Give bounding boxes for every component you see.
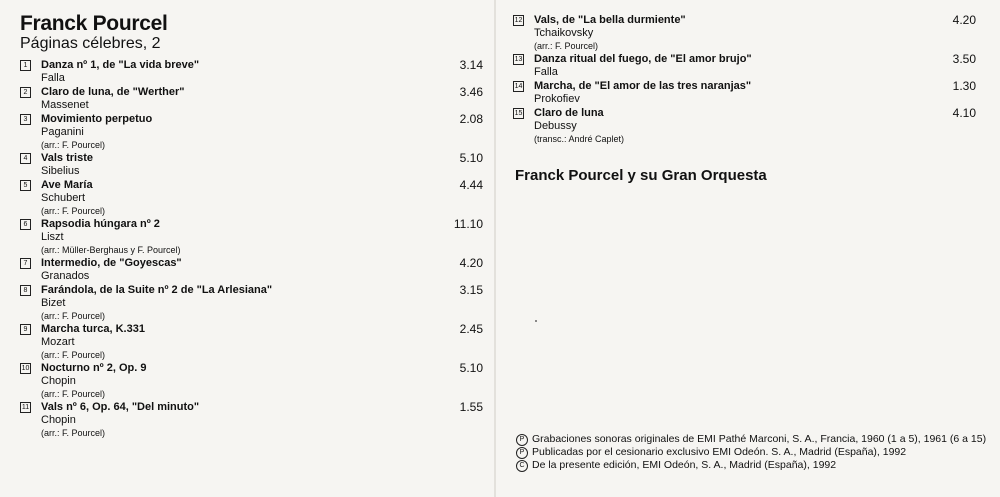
track-item [20,151,485,178]
track-duration: 2.45 [459,322,483,336]
track-number-box: 6 [20,219,31,230]
track-list-right [513,13,978,145]
track-title: Vals triste [41,152,93,164]
right-panel [500,0,1000,497]
track-composer: Prokofiev [534,93,580,105]
track-composer: Schubert [41,192,86,204]
speck [535,320,537,322]
track-title: Rapsodia húngara nº 2 [41,218,160,230]
album-artist-title: Franck Pourcel [20,12,168,35]
track-duration: 1.30 [952,79,976,93]
track-title: Vals, de "La bella durmiente" [534,14,686,26]
track-number-box: 1 [20,60,31,71]
track-title: Farándola, de la Suite nº 2 de "La Arlesiana" [41,284,273,296]
credit-line [516,459,986,472]
track-title: Movimiento perpetuo [41,113,153,125]
track-item [20,58,485,85]
track-composer: Falla [534,66,558,78]
track-composer: Falla [41,72,65,84]
album-subtitle: Páginas célebres, 2 [20,35,161,52]
track-composer: Chopin [41,375,76,387]
track-number-box: 3 [20,114,31,125]
track-title: Claro de luna, de "Werther" [41,86,185,98]
track-arranger: (arr.: F. Pourcel) [41,206,106,216]
track-item [513,13,978,52]
track-title: Intermedio, de "Goyescas" [41,257,182,269]
track-title: Marcha, de "El amor de las tres naranjas" [534,80,752,92]
track-composer: Sibelius [41,165,80,177]
track-composer: Massenet [41,99,89,111]
track-arranger: (arr.: Müller-Berghaus y F. Pourcel) [41,245,181,255]
track-duration: 4.44 [459,178,483,192]
track-title: Claro de luna [534,107,604,119]
track-title: Vals nº 6, Op. 64, "Del minuto" [41,401,200,413]
track-title: Marcha turca, K.331 [41,323,145,335]
track-number-box: 4 [20,153,31,164]
credit-line [516,446,986,459]
track-duration: 3.46 [459,85,483,99]
track-arranger: (arr.: F. Pourcel) [41,311,106,321]
track-duration: 4.10 [952,106,976,120]
track-duration: 3.50 [952,52,976,66]
track-item [20,322,485,361]
track-composer: Liszt [41,231,64,243]
track-number-box: 12 [514,16,523,24]
track-number-box: 10 [21,364,30,372]
track-number-box: 13 [514,55,523,63]
credits-block [516,433,986,472]
track-number-box: 9 [20,324,31,335]
track-item [20,361,485,400]
track-arranger: (transc.: André Caplet) [534,134,625,144]
track-item [20,217,485,256]
track-arranger: (arr.: F. Pourcel) [41,140,106,150]
track-composer: Tchaikovsky [534,27,594,39]
track-item [20,256,485,283]
track-number-box: 8 [20,285,31,296]
track-duration: 4.20 [952,13,976,27]
performer-name: Franck Pourcel y su Gran Orquesta [515,167,767,184]
track-duration: 1.55 [459,400,483,414]
track-number-box: 7 [20,258,31,269]
track-duration: 5.10 [459,151,483,165]
track-duration: 3.15 [459,283,483,297]
track-list-left [20,58,485,439]
track-composer: Paganini [41,126,84,138]
track-duration: 5.10 [459,361,483,375]
track-item [20,85,485,112]
left-panel [0,0,490,497]
track-duration: 11.10 [453,217,483,231]
track-title: Danza nº 1, de "La vida breve" [41,59,200,71]
track-title: Nocturno nº 2, Op. 9 [41,362,147,374]
track-item [20,112,485,151]
track-title: Ave María [41,179,93,191]
track-number-box: 5 [20,180,31,191]
track-duration: 3.14 [459,58,483,72]
track-number-box: 11 [21,403,30,411]
track-item [513,52,978,79]
track-composer: Chopin [41,414,76,426]
copyright-icon: C [516,460,528,472]
track-item [513,79,978,106]
track-number-box: 14 [514,82,523,90]
track-arranger: (arr.: F. Pourcel) [534,41,599,51]
track-item [20,400,485,439]
track-title: Danza ritual del fuego, de "El amor brujo" [534,53,752,65]
track-item [513,106,978,145]
track-arranger: (arr.: F. Pourcel) [41,389,106,399]
panel-divider [494,0,496,497]
track-number-box: 2 [20,87,31,98]
track-composer: Debussy [534,120,577,132]
phonogram-copyright-icon: P [516,447,528,459]
credit-text: Grabaciones sonoras originales de EMI Pathé Marconi, S. A., Francia, 1960 (1 a 5), 1961 (6 a 15) [532,433,987,445]
track-duration: 4.20 [459,256,483,270]
track-composer: Mozart [41,336,75,348]
track-duration: 2.08 [459,112,483,126]
credit-text: Publicadas por el cesionario exclusivo EMI Odeón. S. A., Madrid (España), 1992 [532,446,907,458]
track-item [20,178,485,217]
track-composer: Granados [41,270,90,282]
credit-text: De la presente edición, EMI Odeón, S. A., Madrid (España), 1992 [532,459,837,471]
credit-line [516,433,986,446]
track-composer: Bizet [41,297,66,309]
track-arranger: (arr.: F. Pourcel) [41,428,106,438]
track-number-box: 15 [514,109,523,117]
phonogram-copyright-icon: P [516,434,528,446]
track-arranger: (arr.: F. Pourcel) [41,350,106,360]
track-item [20,283,485,322]
